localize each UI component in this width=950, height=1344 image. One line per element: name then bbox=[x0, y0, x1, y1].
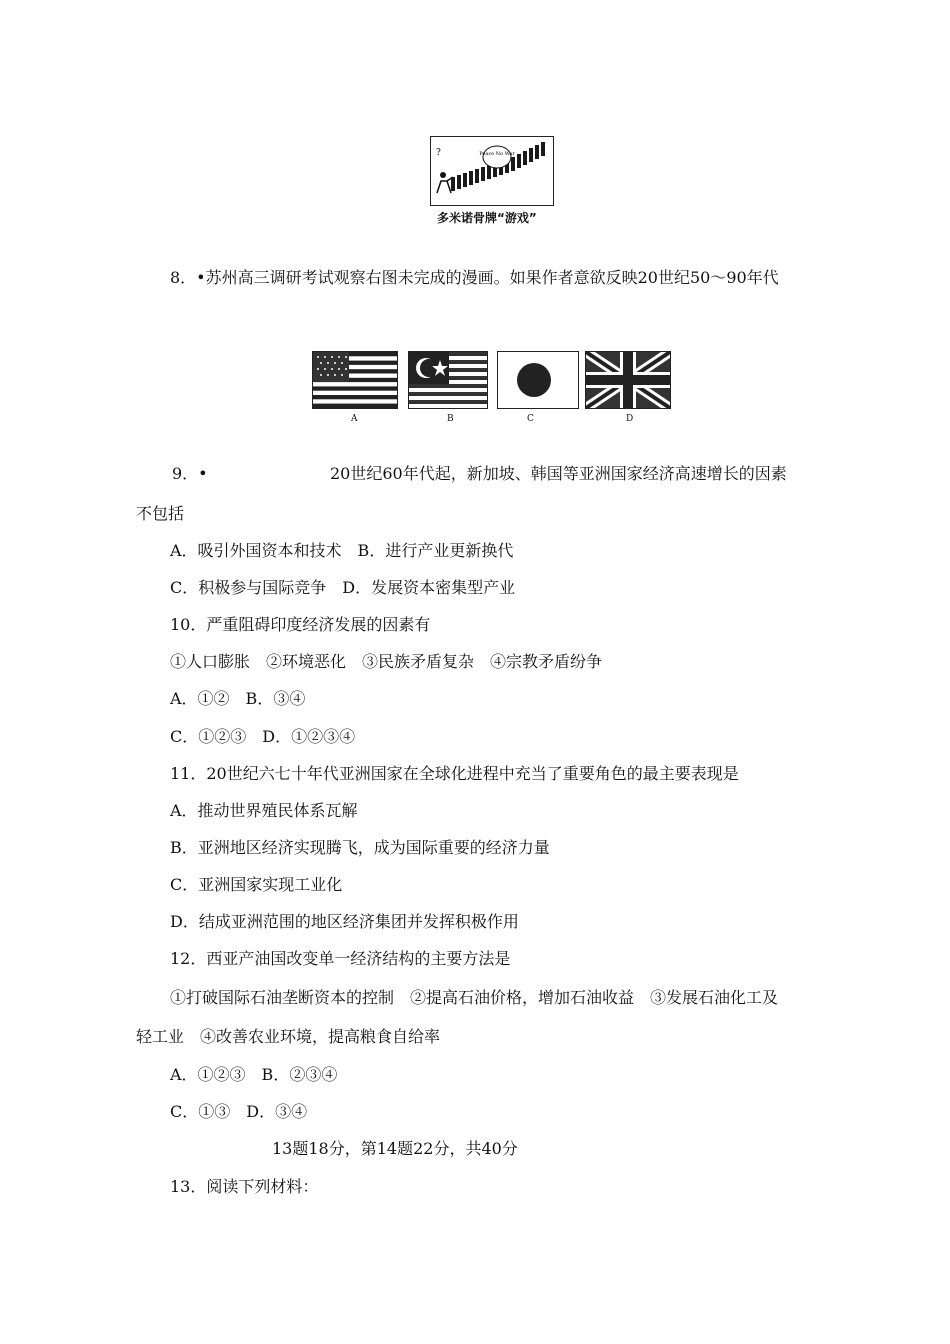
domino-cartoon-image bbox=[430, 136, 554, 206]
question-11-option-d: D．结成亚洲范围的地区经济集团并发挥积极作用 bbox=[170, 912, 519, 931]
section-score: 13题18分，第14题22分，共40分 bbox=[272, 1139, 518, 1158]
question-11-option-a: A．推动世界殖民体系瓦解 bbox=[170, 801, 358, 820]
question-13-stem: 13．阅读下列材料： bbox=[170, 1177, 319, 1196]
flag-malaysia-image bbox=[408, 351, 488, 409]
question-9-stem-cont: 不包括 bbox=[136, 504, 185, 523]
question-9-number: 9．• bbox=[172, 464, 208, 483]
question-12-stem: 12．西亚产油国改变单一经济结构的主要方法是 bbox=[170, 949, 511, 968]
bubble-text: Peace No War bbox=[479, 151, 515, 157]
question-11-option-c: C．亚洲国家实现工业化 bbox=[170, 875, 343, 894]
question-11-stem: 11．20世纪六七十年代亚洲国家在全球化进程中充当了重要角色的最主要表现是 bbox=[170, 764, 739, 783]
cartoon-caption: 多米诺骨牌“游戏” bbox=[437, 211, 537, 225]
question-9-options-cd: C．积极参与国际竞争 D．发展资本密集型产业 bbox=[170, 578, 516, 597]
question-11-option-b: B．亚洲地区经济实现腾飞，成为国际重要的经济力量 bbox=[170, 838, 550, 857]
question-12-items: ①打破国际石油垄断资本的控制 ②提高石油价格，增加石油收益 ③发展石油化工及 bbox=[170, 988, 779, 1007]
question-9-stem: 20世纪60年代起，新加坡、韩国等亚洲国家经济高速增长的因素 bbox=[330, 464, 787, 483]
flag-usa-image bbox=[312, 351, 398, 409]
question-12-items-cont: 轻工业 ④改善农业环境，提高粮食自给率 bbox=[136, 1027, 441, 1046]
question-12-options-cd: C．①③ D．③④ bbox=[170, 1102, 308, 1121]
flag-label-b: B bbox=[447, 414, 454, 424]
question-10-options-ab: A．①② B．③④ bbox=[170, 689, 306, 708]
question-12-options-ab: A．①②③ B．②③④ bbox=[170, 1065, 338, 1084]
flag-label-a: A bbox=[351, 414, 358, 424]
flag-japan-image bbox=[497, 351, 579, 409]
question-9-options-ab: A．吸引外国资本和技术 B．进行产业更新换代 bbox=[170, 541, 514, 560]
flag-label-c: C bbox=[527, 414, 534, 424]
question-8-stem: 8．•苏州高三调研考试观察右图未完成的漫画。如果作者意欲反映20世纪50～90年代 bbox=[170, 268, 779, 287]
question-10-items: ①人口膨胀 ②环境恶化 ③民族矛盾复杂 ④宗教矛盾纷争 bbox=[170, 652, 603, 671]
question-mark: ? bbox=[436, 148, 441, 158]
question-10-stem: 10．严重阻碍印度经济发展的因素有 bbox=[170, 615, 431, 634]
domino-cartoon-drawing bbox=[431, 137, 553, 205]
flag-uk-image bbox=[585, 351, 671, 409]
flag-label-d: D bbox=[626, 414, 634, 424]
question-10-options-cd: C．①②③ D．①②③④ bbox=[170, 727, 356, 746]
